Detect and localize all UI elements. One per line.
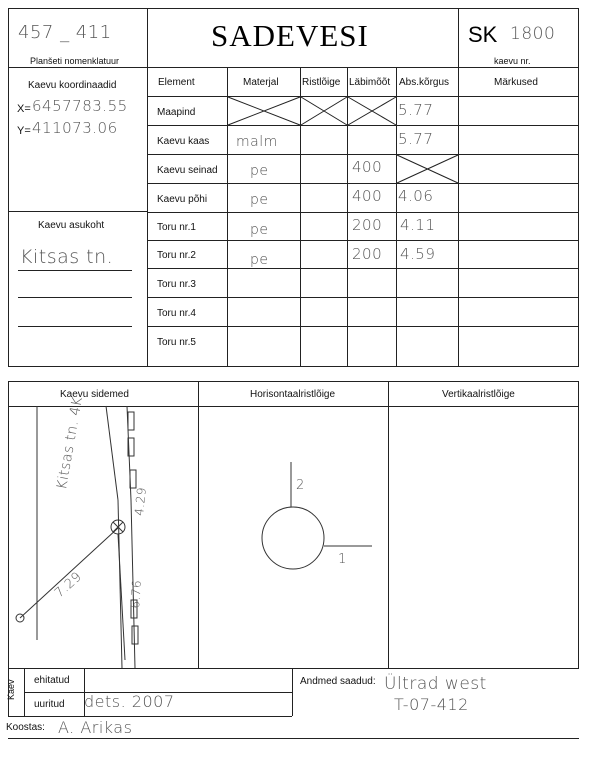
author-value: A. Arikas (58, 718, 133, 737)
well-number: 1800 (510, 24, 556, 44)
row-material: malm (236, 134, 278, 150)
row-element: Toru nr.1 (157, 222, 196, 233)
pipe-1-label: 1 (338, 552, 347, 567)
header-abs-height: Abs.kõrgus (399, 77, 450, 88)
coordinates-label: Kaevu koordinaadid (28, 80, 117, 91)
well-number-label: kaevu nr. (494, 56, 531, 66)
nomenclature-label: Planšeti nomenklatuur (30, 56, 120, 66)
location-value: Kitsas tn. (20, 246, 114, 268)
row-abs-height: 4.06 (398, 187, 434, 205)
nomenclature-value: 457 _ 411 (18, 22, 112, 43)
street-label: Kitsas tn. 4K (54, 395, 87, 491)
kaev-label: Kaev (6, 679, 16, 700)
row-abs-height: 4.11 (400, 216, 436, 234)
measured-value: dets. 2007 (84, 692, 175, 711)
tie-distance-1: 7.29 (52, 569, 86, 602)
row-diameter: 200 (352, 245, 383, 263)
y-value: 411073.06 (32, 119, 118, 137)
row-element: Toru nr.2 (157, 250, 196, 261)
section-ties: Kaevu sidemed (60, 389, 129, 400)
header-material: Materjal (243, 77, 279, 88)
row-element: Kaevu kaas (157, 136, 210, 147)
row-element: Toru nr.4 (157, 308, 196, 319)
source-label: Andmed saadud: (300, 676, 376, 687)
row-element: Toru nr.5 (157, 337, 196, 348)
source-value-1: Ültrad west (384, 674, 487, 694)
row-abs-height: 5.77 (398, 130, 434, 148)
row-diameter: 200 (352, 216, 383, 234)
tie-distance-3: 6.76 (128, 579, 144, 609)
header-notes: Märkused (494, 77, 538, 88)
header-element: Element (158, 77, 195, 88)
section-vertical: Vertikaalristlõige (442, 389, 515, 400)
row-diameter: 400 (352, 158, 383, 176)
row-abs-height: 5.77 (398, 101, 434, 119)
measured-label: uuritud (34, 699, 65, 710)
row-diameter: 400 (352, 187, 383, 205)
section-horizontal: Horisontaalristlõige (250, 389, 336, 400)
page-title: SADEVESI (211, 18, 369, 53)
x-label: X= (17, 103, 31, 115)
row-material: pe (250, 163, 269, 179)
row-element: Maapind (157, 107, 196, 118)
y-label: Y= (17, 125, 31, 137)
tie-distance-2: 4.29 (132, 486, 149, 517)
pipe-2-label: 2 (296, 478, 305, 493)
source-value-2: T-07-412 (394, 695, 469, 714)
built-label: ehitatud (34, 675, 70, 686)
author-label: Koostas: (6, 722, 45, 733)
row-material: pe (250, 192, 269, 208)
row-material: pe (250, 222, 269, 238)
row-material: pe (250, 252, 269, 268)
well-prefix: SK (468, 22, 498, 47)
x-value: 6457783.55 (32, 97, 128, 115)
row-abs-height: 4.59 (400, 245, 436, 263)
header-cross-section: Ristlõige (302, 77, 341, 88)
row-element: Kaevu põhi (157, 194, 208, 205)
row-element: Kaevu seinad (157, 165, 218, 176)
location-label: Kaevu asukoht (38, 220, 105, 231)
row-element: Toru nr.3 (157, 279, 196, 290)
header-diameter: Läbimõõt (349, 77, 391, 88)
